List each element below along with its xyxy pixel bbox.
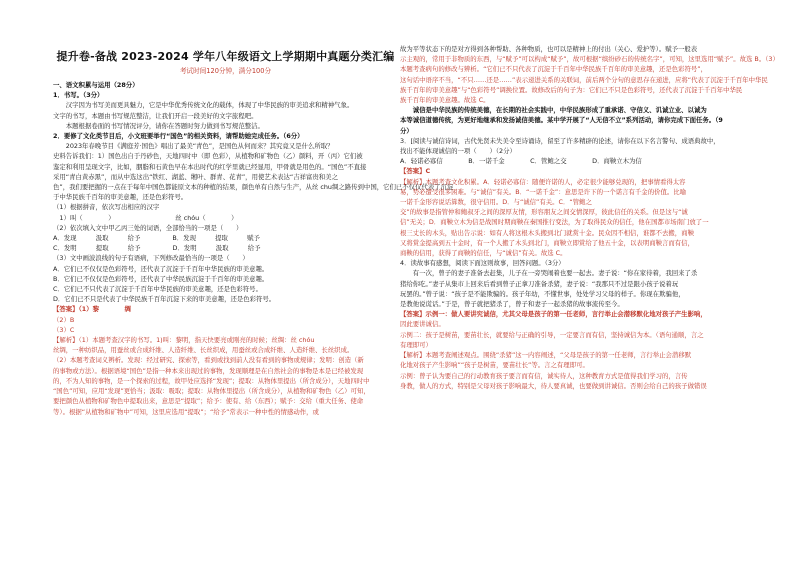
text-line: 2023年春晚节目《满庭芳·国色》唱出了最美“青色”，是国色从何而来？其究竟又是什么所取？ (53, 142, 334, 151)
text-line: 【答案】C (400, 167, 431, 176)
text-line: 信”无关；D．商鞅立木为信是战国时期商鞅在秦国推行变法，为了取得民众的信任，他在国都市场南门放了一 (400, 218, 709, 227)
text-line: 汉字因为书写美而更具魅力，它是中华优秀传统文化的载体，体现了中华民族的审美追求和精神气象。 (53, 101, 354, 110)
document-title: 提升卷-备战 2023-2024 学年八年级语文上学期期中真题分类汇编 (56, 50, 395, 63)
text-line: 丝绸，一种纺织品，用蚕丝或合成纤维、人造纤维、长丝织成，用蚕丝或合成纤维、人造纤维、长丝织成。 (53, 346, 354, 355)
text-line: 交”的故事是指管仲和鲍叔牙之间的深厚友情，形容朋友之间交情深厚，彼此信任的关系。但是这与“诚 (400, 208, 688, 217)
text-line: 4．读故事有感想，阅读下面这则故事，回答问题。（3分） (400, 259, 565, 268)
text-line: 1）叫（ ） 丝 chóu（ ） (53, 213, 238, 222)
text-line: 诚信是中华民族的传统美德，在长期的社会实践中，中华民族形成了重承诺、守信义、讥诚立业、以诚为 (400, 106, 707, 115)
text-line: 示例：曾子认为要自己的行动教育孩子要言而有信，诚实待人，这种教育方式是值得我们学习的，言传 (400, 371, 688, 380)
text-line: 3．[阅读与诚信诗词，古代先贤未失美令至诗诵诗，留至了许多精辟的论述，请你在以下名言警句、成语典故中， (400, 136, 720, 145)
text-line: 史料告诉我们：1）国色出自于丹砂色，天地四时中（即 色彩），从植物和矿物色（乙）颜料，开（丙）它们被 (53, 152, 363, 161)
text-line: 【解析】（1）本题考查汉字的书写。1)叫：黎明，指天快要亮或刚亮的时候；丝绸：丝 chóu (53, 336, 315, 345)
text-line: （2）依次填入文中甲乙丙三处的词语，全部恰当的一项是（ ） (53, 223, 243, 232)
text-line: 【解析】本题考查文化积累。A．轻诺必寡信：随便许诺的人，必定很少能够兑现的，把事情看得太容 (400, 177, 686, 186)
text-line: 身教，做人的方式，特别是父母对孩子影响最大，待人要真诚，也要做到讲诚信。否则会给自己的孩子做错误 (400, 381, 707, 390)
document-subtitle: 考试时间120分钟，满分100分 (179, 67, 272, 75)
text-line: 采用“青白黄赤黑”，而从中选这出“铁红、湖蓝、缃叶、群青、花青”，用使艺术表达“吉祥富贵和美之 (53, 172, 338, 181)
right-column (400, 44, 779, 391)
text-line: （1）根据拼音，依次写出相应的汉字 (53, 203, 160, 212)
text-line: 于中华民族千百年的审美意趣，还是色彩符号。 (53, 193, 188, 202)
text-line: A．轻诺必寡信 B．一诺千金 C．管鲍之交 D．商鞅立木为信 (400, 157, 642, 166)
text-line: 一诺千金形容说话算数，很守信用。D．与“诚信”有关。C．“管鲍之 (400, 198, 592, 207)
text-line: D．它们已不只是代表了中华民族千百年沉淀下来的审美意趣，还是色彩符号。 (53, 295, 276, 304)
text-line: 找出不能体现诚信的一项（ ）（2分） (400, 147, 516, 156)
text-line: 商鞅的信用，获得了商鞅的信任，与“诚信”有关。故选 C。 (400, 249, 567, 258)
text-line: 易，势必遭受很多困难。与“诚信”有关。B．“一诺千金”：意思是许下的一个诺言有千金的价值。比喻 (400, 187, 687, 196)
text-line: 根三丈长的木头，贴出告示说：如有人将这根木头搬到北门就赏十金。民众因不相信，谁都不去搬，商鞅 (400, 228, 694, 237)
text-line: 分） (400, 126, 413, 135)
text-line: 2．要修了文化类节目后，小文班要举行“国色”的相关资料，请帮助她完成任务。（6分） (53, 132, 304, 141)
text-line: （3）C (53, 325, 75, 334)
text-line: （2）本题考查词义辨析。发现：经过研究、探索等，看到或找到前人没有看到的事物或规律；发明：创造（新 (53, 356, 364, 365)
text-line: 有一次，曾子的妻子准备去赶集，儿子在一旁哭闹着也要一起去。妻子说：“你在家待着，我回来了杀 (400, 269, 698, 278)
text-line: 本题考查病句的修改与辨析。“它们已不只代表了沉淀于千百年中华民族千百年的审美意趣，还是色彩符号”， (400, 65, 707, 74)
text-line: 又将赏金提高到五十金时，有一个人搬了木头到北门，商鞅立即赏给了他五十金，以表明商鞅言而有信， (400, 238, 694, 247)
text-line: 要把颜色从植物和矿物色中提取出来，意思是“提取”；给予：使有、给（东西）；赋予：交给（重大任务、使命 (53, 397, 364, 406)
text-line: 是教他说谎话。”于是，曾子就把猪杀了，曾子和妻子一起杀猪的故事流传至今。 (400, 300, 624, 309)
text-line: A．发现 汲取 给予 B．发现 提取 赋予 (53, 234, 260, 243)
text-line: 1．书写。（3分） (53, 91, 104, 100)
text-line: 这句话中语序不当，“不只……还是……”表示递进关系的关联词，前后两个分句的意思存在递进，应将“代表了沉淀于千百年中华民 (400, 75, 768, 84)
text-line: “国色”可知，应用“发现”更恰当；汲取：吸取；提取：从物体里提出（所含成分），从植物和矿物色（乙）可知， (53, 387, 370, 396)
text-line: 【答案】（1）黎 绸 (53, 305, 131, 314)
text-line: 本题根据卷面的书写情况评分，请你在答题时努力做到书写规范整洁。 (53, 121, 264, 130)
text-line: C．发明 提取 给予 D．发明 汲取 给予 (53, 244, 261, 253)
text-line: （2）B (53, 315, 75, 324)
text-line: 有理即可） (400, 340, 432, 349)
text-line: 示例二：孩子是树苗，要苗壮长，就要给与正确的引导，一定要言而有信，坚持诚信为本。（语句通顺，言之 (400, 330, 704, 339)
text-line: （3）文中画波浪线的句子有语病，下列修改最恰当的一项是（ ） (53, 254, 249, 263)
text-line: 色”，我们要把握的一点在于每年中国色都能原文本的种植的结果，颜色单有自然与生产，从丝 chu绸之路传到中国，它们已不仅仅代表了沉淀 (53, 183, 454, 192)
text-line: 【解析】本题考查阐述观点。围绕“杀猪”这一内容阐述，“父母是孩子的第一任老师，言行举止会潜移默 (400, 351, 692, 360)
text-line: 一、语文积累与运用（28分） (53, 81, 139, 89)
text-line: 示主观的，常用于非物质的东西，与“赋予”可以构成“赋予”，故可根据“缤纷砂石的传统名字”，可知，这里选用“赋予”。故选 B。（3） (400, 55, 779, 64)
text-line: 鉴定和利用呈现文字，比如，胭脂和石黄色早在本出时代的红学里就已经显用，甲骨就是用色的。“国色”不直接 (53, 162, 367, 171)
text-line: A．它们已不仅仅是色彩符号，还代表了沉淀于千百年中华民族的审美意趣。 (53, 264, 269, 273)
text-line: 本等诚信道德传统，为更好地继承和发扬诚信美德。某中学开展了“人无信不立”系列活动，请你完成下面任务。（9 (400, 116, 723, 125)
text-line: 故为平等状态下的是对方得到各种帮助、各种物质，也可以是精神上的付出（关心、爱护等）。赋予一般表 (400, 45, 698, 53)
text-line: C．它们已不只代表了沉淀于千百年中华民族的审美意趣，还是色彩符号。 (53, 285, 262, 294)
text-line: 因此要讲诚信。 (400, 320, 445, 329)
text-line: 等）。根据“从植物和矿物中”可知，这里应选用“提取”；“给予”常表示一种中性的情感动作，或 (53, 407, 319, 416)
text-line: 的事物或方法）。根据语境“国色”是指一种本来出现过的事物，发现顺理是在自然社会的事物是本是已经被发现 (53, 366, 364, 375)
text-line: 的，不为人知的事物，是一个探索的过程，故甲处应选择“发现”；提取：从物体里提出（所含成分），天地四时中 (53, 376, 370, 385)
text-line: 文字的书写，本题由书写规范整洁，让我们开启一段美好的文字旅程吧。 (53, 111, 258, 120)
text-line: 族千百年的审美意趣。故选 C。 (400, 96, 490, 105)
text-line: 玩罢的。”曾子说：“孩子是不能欺骗的。孩子年幼，不懂世事，处处学习父母的样子。你现在欺骗他， (400, 289, 685, 298)
text-line: 【答案】示例一：做人要讲究诚信，尤其父母是孩子的第一任老师，言行举止会潜移默化地对孩子产生影响， (400, 310, 707, 319)
text-line: 猪给你吃。”妻子从集市上回来后看到曾子正拿刀准备杀猪，妻子说：“我那只不过是跟小孩子说着玩 (400, 279, 679, 288)
text-line: 族千百年的审美意趣”与“色彩符号”调换位置。故修改后的句子为：它们已不只是色彩符号，还代表了沉淀于千百年中华民 (400, 85, 743, 94)
text-line: 化地对孩子产生影响”“孩子是树苗，要苗壮长”等。言之有理即可。 (400, 361, 589, 370)
text-line: B．它们已不仅仅是色彩符号，还代表了中华民族沉淀于千百年的审美意趣。 (53, 274, 269, 283)
